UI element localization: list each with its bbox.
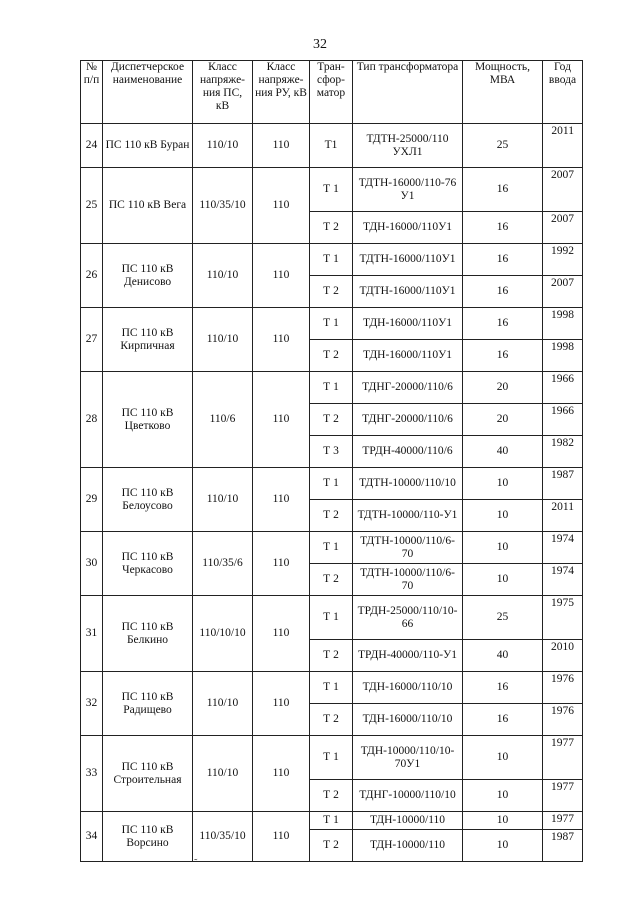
cell-name: ПС 110 кВ Вега	[103, 168, 193, 244]
cell-class-ps: 110/10	[193, 468, 253, 532]
substations-table	[80, 60, 583, 862]
cell-power: 16	[463, 168, 543, 212]
cell-power: 16	[463, 704, 543, 736]
cell-year: 1982	[543, 436, 583, 468]
table-row	[81, 532, 583, 564]
cell-type: ТДТН-10000/110-У1	[353, 500, 463, 532]
cell-class-ps: 110/10	[193, 672, 253, 736]
cell-class-ps: 110/35/6	[193, 532, 253, 596]
cell-power: 10	[463, 500, 543, 532]
cell-power: 10	[463, 830, 543, 862]
cell-class-ps: 110/10	[193, 736, 253, 812]
table-row	[81, 372, 583, 404]
cell-power: 16	[463, 244, 543, 276]
table-row	[81, 736, 583, 780]
cell-year: 2011	[543, 124, 583, 168]
cell-num: 30	[81, 532, 103, 596]
cell-num: 29	[81, 468, 103, 532]
cell-type: ТДТН-16000/110У1	[353, 244, 463, 276]
cell-year: 1977	[543, 812, 583, 830]
cell-power: 16	[463, 340, 543, 372]
cell-transformer: Т 3	[310, 436, 353, 468]
cell-name: ПС 110 кВ Белоусово	[103, 468, 193, 532]
header-power: Мощность, МВА	[463, 61, 543, 124]
cell-power: 16	[463, 212, 543, 244]
cell-type: ТДН-10000/110	[353, 830, 463, 862]
page-number: 32	[313, 37, 327, 52]
cell-name: ПС 110 кВ Буран	[103, 124, 193, 168]
cell-class-ps: 110/10	[193, 244, 253, 308]
table-row	[81, 168, 583, 212]
cell-year: 1974	[543, 532, 583, 564]
cell-power: 16	[463, 276, 543, 308]
cell-type: ТДТН-10000/110/6-70	[353, 532, 463, 564]
cell-transformer: Т 2	[310, 404, 353, 436]
cell-power: 16	[463, 672, 543, 704]
cell-name: ПС 110 кВ Кирпичная	[103, 308, 193, 372]
cell-year: 1998	[543, 340, 583, 372]
cell-year: 1966	[543, 372, 583, 404]
cell-power: 10	[463, 780, 543, 812]
cell-power: 16	[463, 308, 543, 340]
table-header-row	[81, 61, 583, 124]
cell-year: 1992	[543, 244, 583, 276]
cell-transformer: Т 2	[310, 704, 353, 736]
cell-num: 24	[81, 124, 103, 168]
cell-transformer: Т1	[310, 124, 353, 168]
cell-name: ПС 110 кВ Денисово	[103, 244, 193, 308]
cell-class-ru: 110	[253, 596, 310, 672]
cell-transformer: Т 1	[310, 532, 353, 564]
cell-type: ТДН-16000/110/10	[353, 704, 463, 736]
cell-power: 10	[463, 532, 543, 564]
header-num: № п/п	[81, 61, 103, 124]
cell-transformer: Т 1	[310, 812, 353, 830]
cell-transformer: Т 1	[310, 244, 353, 276]
table-row	[81, 672, 583, 704]
cell-transformer: Т 2	[310, 640, 353, 672]
cell-year: 1976	[543, 704, 583, 736]
table-row	[81, 308, 583, 340]
cell-class-ps: 110/10/10	[193, 596, 253, 672]
cell-year: 2007	[543, 276, 583, 308]
cell-type: ТДНГ-10000/110/10	[353, 780, 463, 812]
cell-year: 1976	[543, 672, 583, 704]
cell-power: 25	[463, 596, 543, 640]
cell-num: 33	[81, 736, 103, 812]
cell-name: ПС 110 кВ Строительная	[103, 736, 193, 812]
cell-class-ru: 110	[253, 532, 310, 596]
table-row	[81, 124, 583, 168]
cell-class-ps: 110/10	[193, 124, 253, 168]
cell-type: ТРДН-25000/110/10-66	[353, 596, 463, 640]
table-body	[81, 124, 583, 862]
cell-name: ПС 110 кВ Белкино	[103, 596, 193, 672]
cell-class-ru: 110	[253, 308, 310, 372]
cell-class-ru: 110	[253, 672, 310, 736]
cell-type: ТДН-16000/110/10	[353, 672, 463, 704]
cell-name: ПС 110 кВ Радищево	[103, 672, 193, 736]
cell-year: 1998	[543, 308, 583, 340]
cell-type: ТДТН-10000/110/6-70	[353, 564, 463, 596]
cell-num: 31	[81, 596, 103, 672]
cell-class-ru: 110	[253, 812, 310, 862]
table-row	[81, 812, 583, 830]
cell-year: 2007	[543, 168, 583, 212]
cell-type: ТДНГ-20000/110/6	[353, 404, 463, 436]
cell-transformer: Т 2	[310, 340, 353, 372]
cell-num: 25	[81, 168, 103, 244]
cell-transformer: Т 1	[310, 308, 353, 340]
cell-class-ps: 110/35/10	[193, 168, 253, 244]
header-year: Год ввода	[543, 61, 583, 124]
cell-type: ТДН-10000/110	[353, 812, 463, 830]
cell-year: 1977	[543, 780, 583, 812]
header-type: Тип трансформатора	[353, 61, 463, 124]
cell-power: 40	[463, 436, 543, 468]
cell-year: 2010	[543, 640, 583, 672]
cell-num: 28	[81, 372, 103, 468]
cell-year: 2007	[543, 212, 583, 244]
header-class-ru: Класс напряже-ния РУ, кВ	[253, 61, 310, 124]
cell-type: ТДТН-16000/110У1	[353, 276, 463, 308]
cell-num: 27	[81, 308, 103, 372]
cell-type: ТДН-16000/110У1	[353, 340, 463, 372]
cell-num: 34	[81, 812, 103, 862]
cell-transformer: Т 1	[310, 372, 353, 404]
table-row	[81, 596, 583, 640]
cell-power: 20	[463, 372, 543, 404]
header-class-ps: Класс напряже-ния ПС, кВ	[193, 61, 253, 124]
cell-class-ru: 110	[253, 468, 310, 532]
cell-type: ТРДН-40000/110-У1	[353, 640, 463, 672]
cell-transformer: Т 1	[310, 168, 353, 212]
cell-type: ТДН-16000/110У1	[353, 212, 463, 244]
cell-year: 2011	[543, 500, 583, 532]
cell-class-ps: 110/35/10	[193, 812, 253, 862]
cell-transformer: Т 2	[310, 780, 353, 812]
cell-power: 10	[463, 812, 543, 830]
cell-num: 32	[81, 672, 103, 736]
table-row	[81, 468, 583, 500]
cell-transformer: Т 1	[310, 736, 353, 780]
cell-transformer: Т 2	[310, 276, 353, 308]
cell-class-ru: 110	[253, 244, 310, 308]
cell-year: 1974	[543, 564, 583, 596]
cell-class-ps: 110/10	[193, 308, 253, 372]
cell-name: ПС 110 кВ Черкасово	[103, 532, 193, 596]
cell-transformer: Т 2	[310, 212, 353, 244]
cell-class-ru: 110	[253, 736, 310, 812]
cell-name: ПС 110 кВ Ворсино	[103, 812, 193, 862]
cell-transformer: Т 1	[310, 672, 353, 704]
header-name: Диспетчерское наименование	[103, 61, 193, 124]
cell-num: 26	[81, 244, 103, 308]
cell-transformer: Т 2	[310, 500, 353, 532]
cell-type: ТДТН-25000/110 УХЛ1	[353, 124, 463, 168]
cell-name: ПС 110 кВ Цветково	[103, 372, 193, 468]
cell-year: 1966	[543, 404, 583, 436]
cell-power: 10	[463, 736, 543, 780]
cell-type: ТДН-16000/110У1	[353, 308, 463, 340]
cell-year: 1987	[543, 468, 583, 500]
cell-type: ТДТН-10000/110/10	[353, 468, 463, 500]
cell-class-ru: 110	[253, 372, 310, 468]
cell-power: 10	[463, 468, 543, 500]
cell-year: 1987	[543, 830, 583, 862]
cell-year: 1977	[543, 736, 583, 780]
cell-power: 10	[463, 564, 543, 596]
cell-class-ps: 110/6	[193, 372, 253, 468]
cell-type: ТДН-10000/110/10-70У1	[353, 736, 463, 780]
cell-year: 1975	[543, 596, 583, 640]
cell-transformer: Т 1	[310, 596, 353, 640]
cell-type: ТДТН-16000/110-76 У1	[353, 168, 463, 212]
cell-class-ru: 110	[253, 124, 310, 168]
cell-transformer: Т 1	[310, 468, 353, 500]
stray-mark: ˜	[194, 858, 198, 869]
header-transformer: Тран-сфор-матор	[310, 61, 353, 124]
cell-power: 40	[463, 640, 543, 672]
cell-transformer: Т 2	[310, 564, 353, 596]
table-row	[81, 244, 583, 276]
cell-power: 20	[463, 404, 543, 436]
cell-power: 25	[463, 124, 543, 168]
cell-type: ТРДН-40000/110/6	[353, 436, 463, 468]
cell-class-ru: 110	[253, 168, 310, 244]
cell-type: ТДНГ-20000/110/6	[353, 372, 463, 404]
cell-transformer: Т 2	[310, 830, 353, 862]
